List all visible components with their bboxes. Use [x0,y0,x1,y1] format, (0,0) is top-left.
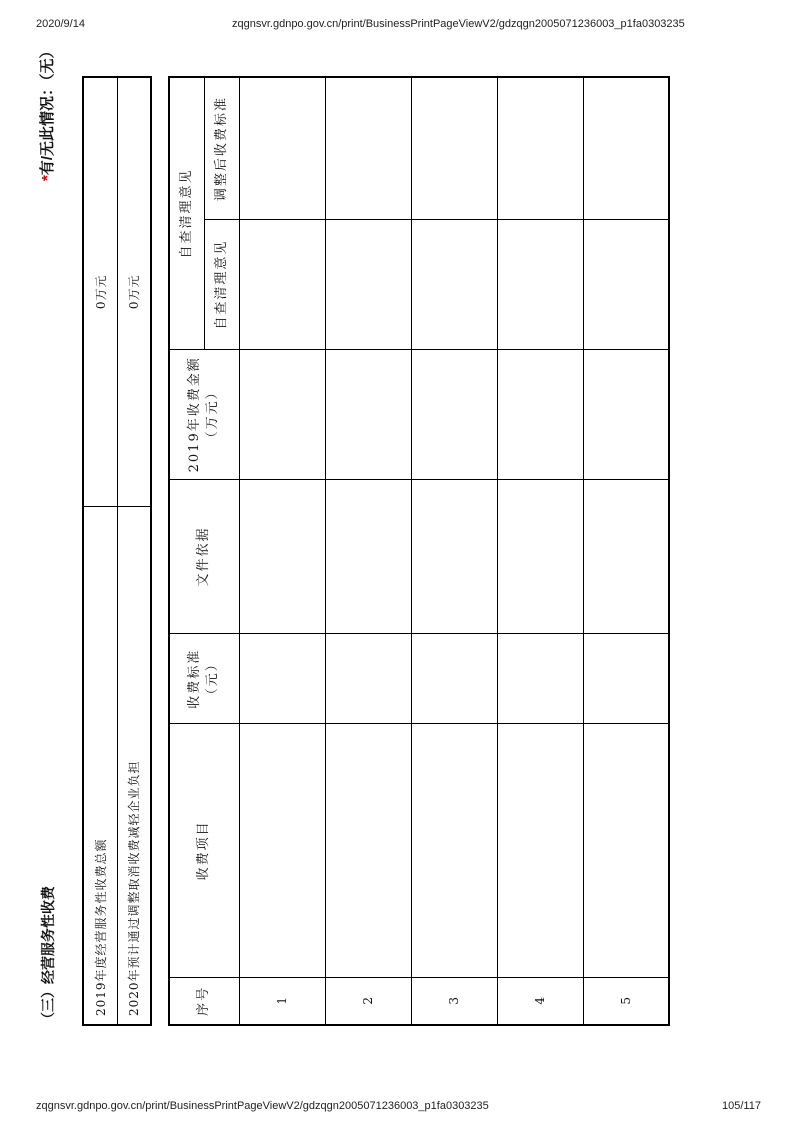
cell-amount [411,349,497,479]
cell-adjusted [497,77,583,220]
summary-value: 0万元 [83,77,117,506]
cell-adjusted [583,77,669,220]
cell-basis [325,479,411,634]
cell-basis [497,479,583,634]
cell-self-check [583,220,669,350]
cell-self-check [239,220,325,350]
cell-item [497,724,583,977]
print-header-url: zqgnsvr.gdnpo.gov.cn/print/BusinessPrintPageViewV2/gdzqgn2005071236003_p1fa0303235 [232,18,685,30]
presence-value: （无） [39,43,56,81]
header-self-check-group: 自查清理意见 [169,77,204,349]
table-row [497,77,583,1025]
cell-standard [239,634,325,724]
header-adjusted: 调整后收费标准 [204,77,239,220]
print-footer-url: zqgnsvr.gdnpo.gov.cn/print/BusinessPrintPageViewV2/gdzqgn2005071236003_p1fa0303235 [36,1100,489,1112]
table-row [411,77,497,1025]
cell-item [239,724,325,977]
table-row [583,77,669,1025]
required-star: * [39,175,56,181]
cell-seq: 4 [497,977,583,1025]
cell-adjusted [411,77,497,220]
cell-basis [583,479,669,634]
cell-adjusted [239,77,325,220]
cell-seq: 5 [583,977,669,1025]
section-title: （三）经营服务性收费 [40,886,56,1026]
table-row [325,77,411,1025]
header-amount: 2019年收费金额（万元） [169,349,239,479]
fee-table [168,76,670,1026]
summary-label: 2020年预计通过调整取消收费减轻企业负担 [117,506,151,1025]
cell-self-check [325,220,411,350]
header-standard: 收费标准（元） [169,634,239,724]
header-item: 收费项目 [169,724,239,977]
cell-item [411,724,497,977]
summary-row [83,77,117,1025]
cell-basis [411,479,497,634]
cell-amount [583,349,669,479]
cell-standard [583,634,669,724]
cell-seq: 1 [239,977,325,1025]
cell-self-check [411,220,497,350]
summary-value: 0万元 [117,77,151,506]
cell-seq: 2 [325,977,411,1025]
cell-amount [325,349,411,479]
header-self-check: 自查清理意见 [204,220,239,350]
header-basis: 文件依据 [169,479,239,634]
cell-seq: 3 [411,977,497,1025]
cell-standard [325,634,411,724]
cell-standard [411,634,497,724]
table-row [239,77,325,1025]
cell-item [325,724,411,977]
cell-amount [497,349,583,479]
rotated-page-content [32,43,682,1026]
summary-table [82,76,152,1026]
cell-adjusted [325,77,411,220]
cell-standard [497,634,583,724]
cell-basis [239,479,325,634]
cell-amount [239,349,325,479]
summary-label: 2019年度经营服务性收费总额 [83,506,117,1025]
presence-indicator [36,43,57,181]
cell-self-check [497,220,583,350]
presence-label: 有/无此情况： [39,80,56,176]
print-date: 2020/9/14 [36,18,85,30]
header-row [169,77,204,1025]
header-seq: 序号 [169,977,239,1025]
summary-row [117,77,151,1025]
cell-item [583,724,669,977]
page-number: 105/117 [722,1100,761,1112]
